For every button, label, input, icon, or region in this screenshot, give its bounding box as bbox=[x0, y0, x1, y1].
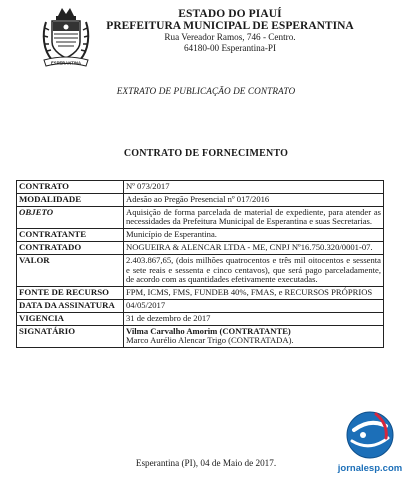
table-row bbox=[17, 181, 384, 194]
table-row bbox=[17, 229, 384, 242]
row-value: 04/05/2017 bbox=[124, 299, 384, 312]
row-value: Adesão ao Pregão Presencial nº 017/2016 bbox=[124, 193, 384, 206]
row-value: NOGUEIRA & ALENCAR LTDA - ME, CNPJ Nº16.750.320/0001-07. bbox=[124, 241, 384, 254]
letterhead bbox=[100, 8, 360, 54]
prefecture-name: PREFEITURA MUNICIPAL DE ESPERANTINA bbox=[106, 20, 354, 32]
address-line: Rua Vereador Ramos, 746 - Centro. bbox=[164, 32, 296, 42]
contract-table bbox=[16, 180, 384, 348]
row-value: 31 de dezembro de 2017 bbox=[124, 312, 384, 325]
crest-banner-text: ESPERANTINA bbox=[50, 60, 82, 66]
table-row bbox=[17, 241, 384, 254]
table-row bbox=[17, 254, 384, 286]
table-row bbox=[17, 206, 384, 229]
row-key: CONTRATO bbox=[17, 181, 124, 194]
municipal-crest-icon bbox=[40, 4, 92, 70]
globe-icon bbox=[330, 408, 410, 462]
table-row bbox=[17, 312, 384, 325]
row-key: MODALIDADE bbox=[17, 193, 124, 206]
contract-title: CONTRATO DE FORNECIMENTO bbox=[123, 148, 289, 159]
row-value: Município de Esperantina. bbox=[124, 229, 384, 242]
signatory-contracted: Marco Aurélio Alencar Trigo (CONTRATADA). bbox=[126, 335, 294, 346]
footer-date: Esperantina (PI), 04 de Maio de 2017. bbox=[135, 458, 277, 468]
row-key: VALOR bbox=[17, 254, 124, 286]
table-row bbox=[17, 193, 384, 206]
row-key: SIGNATÁRIO bbox=[17, 325, 124, 348]
city-line: 64180-00 Esperantina-PI bbox=[183, 43, 277, 53]
table-row bbox=[17, 299, 384, 312]
row-key: DATA DA ASSINATURA bbox=[17, 299, 124, 312]
row-key: FONTE DE RECURSO bbox=[17, 287, 124, 300]
row-value: 2.403.867,65, (dois milhões quatrocentos e três mil oitocentos e sessenta e sete reais e sessenta e cinco centavos), que será pago parceladamente, de acordo com as quantidades efetivamente executadas. bbox=[124, 254, 384, 286]
extract-title: EXTRATO DE PUBLICAÇÃO DE CONTRATO bbox=[116, 86, 296, 96]
state-name: ESTADO DO PIAUÍ bbox=[178, 8, 282, 20]
signatory-contractor: Vilma Carvalho Amorim (CONTRATANTE) bbox=[126, 325, 291, 336]
row-value bbox=[124, 325, 384, 348]
row-key: CONTRATADO bbox=[17, 241, 124, 254]
row-key: VIGENCIA bbox=[17, 312, 124, 325]
row-key: OBJETO bbox=[17, 206, 124, 229]
table-row bbox=[17, 287, 384, 300]
row-value: Nº 073/2017 bbox=[124, 181, 384, 194]
watermark-text: jornalesp.com bbox=[337, 463, 403, 474]
row-value: Aquisição de forma parcelada de material de expediente, para atender as necessidades da Prefeitura Municipal de Esperantina e suas Secretarias. bbox=[124, 206, 384, 229]
table-row bbox=[17, 325, 384, 348]
row-key: CONTRATANTE bbox=[17, 229, 124, 242]
watermark-logo bbox=[330, 408, 410, 474]
row-value: FPM, ICMS, FMS, FUNDEB 40%, FMAS, e RECURSOS PRÓPRIOS bbox=[124, 287, 384, 300]
